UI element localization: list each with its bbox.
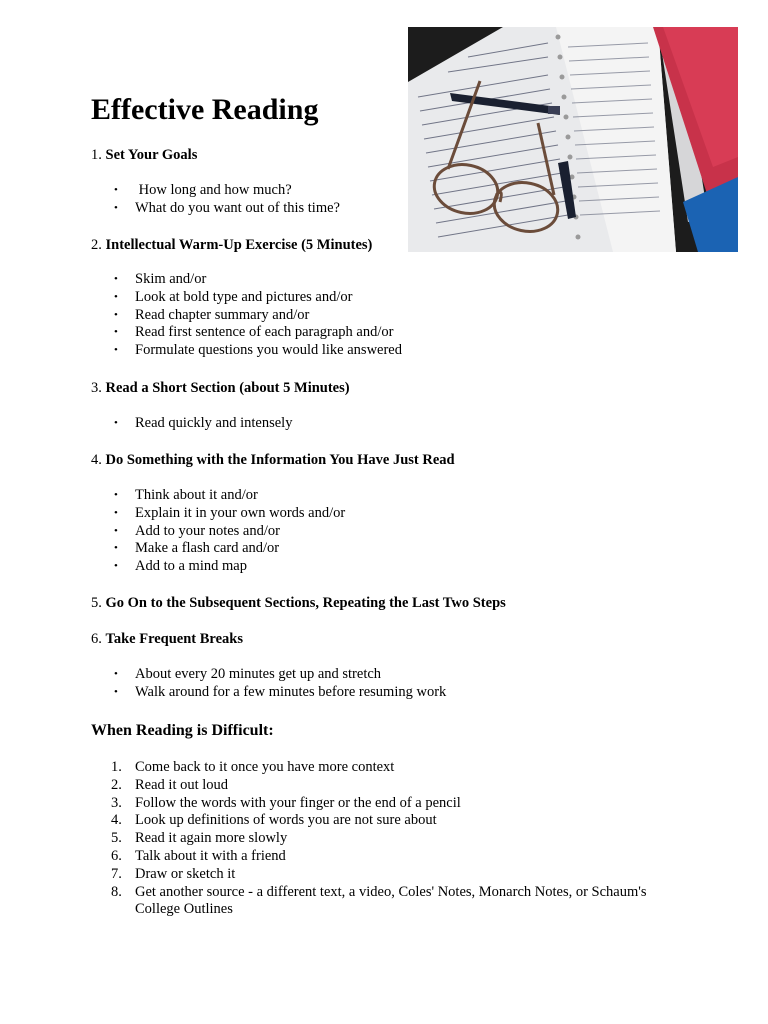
- section-title: Intellectual Warm-Up Exercise (5 Minutes): [105, 237, 373, 253]
- list-item: • Think about it and/or: [114, 487, 258, 503]
- list-item: • What do you want out of this time?: [114, 199, 340, 216]
- list-item: • Read chapter summary and/or: [114, 306, 310, 323]
- section-title: Do Something with the Information You Have Just Read: [105, 452, 455, 468]
- section-number: 4.: [91, 452, 102, 468]
- bullet-glyph: •: [114, 417, 118, 429]
- bullet-list: [91, 182, 340, 218]
- difficult-heading: When Reading is Difficult:: [91, 722, 274, 739]
- section-heading: [91, 379, 350, 397]
- bullet-glyph: •: [114, 201, 118, 214]
- bullet-glyph: •: [114, 524, 118, 537]
- bullet-glyph: •: [114, 506, 118, 519]
- list-item: • How long and how much?: [114, 182, 292, 198]
- page-title: Effective Reading: [91, 93, 319, 126]
- section-number: 3.: [91, 380, 102, 396]
- list-item: • Formulate questions you would like answered: [114, 342, 402, 359]
- section-heading: [91, 451, 455, 469]
- section-title: Read a Short Section (about 5 Minutes): [105, 380, 350, 396]
- list-item: • Skim and/or: [114, 271, 207, 287]
- list-item: • Read first sentence of each paragraph and/or: [114, 324, 394, 341]
- section-title: Go On to the Subsequent Sections, Repeating the Last Two Steps: [105, 595, 506, 611]
- bullet-glyph: •: [114, 184, 118, 196]
- list-item: 2. Read it out loud: [111, 776, 229, 793]
- bullet-glyph: •: [114, 489, 118, 501]
- section-title: Take Frequent Breaks: [105, 631, 244, 647]
- bullet-glyph: •: [114, 290, 118, 303]
- section-number: 5.: [91, 595, 102, 611]
- section-number: 6.: [91, 631, 102, 647]
- section-heading: [91, 146, 197, 164]
- list-item: 7. Draw or sketch it: [111, 865, 236, 882]
- notebook-glasses-photo: [408, 27, 738, 252]
- list-item: 1. Come back to it once you have more context: [111, 759, 395, 775]
- bullet-list: [91, 415, 292, 433]
- section-heading: [91, 630, 243, 648]
- bullet-glyph: •: [114, 326, 118, 339]
- bullet-list: [91, 487, 345, 576]
- list-item: • Add to your notes and/or: [114, 522, 280, 539]
- section-heading: [91, 594, 506, 612]
- list-item: • About every 20 minutes get up and stretch: [114, 666, 382, 682]
- bullet-glyph: •: [114, 685, 118, 698]
- list-item: 8. Get another source - a different text, a video, Coles' Notes, Monarch Notes, or Schaum's College Outlines: [111, 883, 647, 918]
- section-heading: [91, 236, 372, 254]
- bullet-glyph: •: [114, 273, 118, 285]
- bullet-glyph: •: [114, 308, 118, 321]
- bullet-glyph: •: [114, 344, 118, 357]
- list-item: • Look at bold type and pictures and/or: [114, 288, 353, 305]
- bullet-glyph: •: [114, 542, 118, 555]
- section-number: 2.: [91, 237, 102, 253]
- section-number: 1.: [91, 147, 102, 163]
- list-item: 5. Read it again more slowly: [111, 830, 288, 847]
- bullet-glyph: •: [114, 560, 118, 573]
- list-item: 3. Follow the words with your finger or the end of a pencil: [111, 794, 461, 811]
- bullet-glyph: •: [114, 668, 118, 680]
- list-item: 6. Talk about it with a friend: [111, 847, 286, 864]
- list-item: • Explain it in your own words and/or: [114, 504, 346, 521]
- list-item: • Read quickly and intensely: [114, 415, 293, 431]
- list-item: • Make a flash card and/or: [114, 540, 280, 557]
- difficult-list: [91, 759, 695, 919]
- list-item: • Add to a mind map: [114, 558, 247, 575]
- section-title: Set Your Goals: [105, 147, 198, 163]
- bullet-list: [91, 666, 446, 702]
- list-item: 4. Look up definitions of words you are not sure about: [111, 812, 437, 829]
- list-item: • Walk around for a few minutes before resuming work: [114, 683, 447, 700]
- bullet-list: [91, 271, 402, 360]
